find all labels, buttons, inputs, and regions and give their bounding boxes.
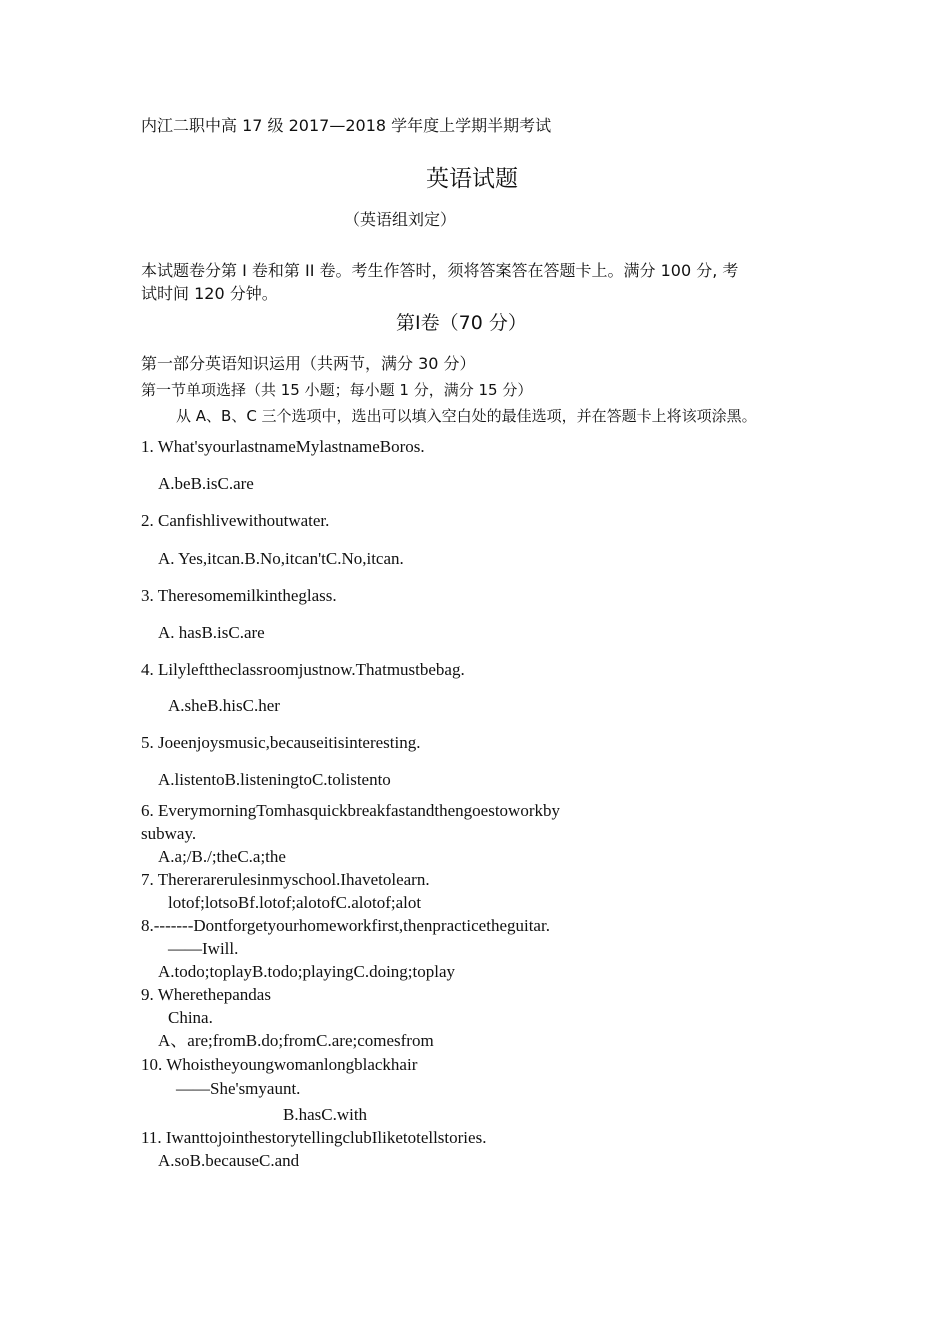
question-6-continued: subway.	[141, 824, 197, 843]
question-8: 8.-------Dontforgetyourhomeworkfirst,thenpracticetheguitar.	[141, 916, 550, 935]
options-9: A、are;fromB.do;fromC.are;comesfrom	[158, 1031, 434, 1050]
question-5: 5. Joeenjoysmusic,becauseitisinteresting.	[141, 733, 421, 752]
instructions-line-2: 试时间 120 分钟。	[141, 284, 278, 303]
section1-directions: 从 A、B、C 三个选项中，选出可以填入空白处的最佳选项，并在答题卡上将该项涂黑。	[176, 407, 757, 425]
question-8-continued: ——Iwill.	[168, 939, 239, 958]
question-3: 3. Theresomemilkintheglass.	[141, 586, 337, 605]
options-6: A.a;/B./;theC.a;the	[158, 847, 286, 866]
options-10: B.hasC.with	[283, 1105, 368, 1124]
exam-header-line: 内江二职中高 17 级 2017—2018 学年度上学期半期考试	[141, 116, 552, 135]
question-2: 2. Canfishlivewithoutwater.	[141, 511, 330, 530]
question-6: 6. EverymorningTomhasquickbreakfastandthengoestoworkby	[141, 801, 560, 820]
question-11: 11. IwanttojointhestorytellingclubIliketotellstories.	[141, 1128, 487, 1147]
question-9: 9. Wherethepandas	[141, 985, 271, 1004]
question-4: 4. Lilylefttheclassroomjustnow.Thatmustbebag.	[141, 660, 465, 679]
options-11: A.soB.becauseC.and	[158, 1151, 300, 1170]
part1-heading: 第一部分英语知识运用（共两节，满分 30 分）	[141, 354, 476, 373]
exam-author: （英语组刘定）	[344, 210, 457, 229]
options-8: A.todo;toplayB.todo;playingC.doing;toplay	[158, 962, 456, 981]
question-1: 1. What'syourlastnameMylastnameBoros.	[141, 437, 425, 456]
options-3: A. hasB.isC.are	[158, 623, 265, 642]
instructions-line-1: 本试题卷分第 I 卷和第 II 卷。考生作答时，须将答案答在答题卡上。满分 100 分, 考	[141, 261, 739, 280]
question-7: 7. Thererarerulesinmyschool.Ihavetolearn.	[141, 870, 430, 889]
options-5: A.listentoB.listeningtoC.tolistento	[158, 770, 391, 789]
section1-heading: 第一节单项选择（共 15 小题；每小题 1 分，满分 15 分）	[141, 381, 533, 399]
exam-title: 英语试题	[426, 166, 518, 192]
question-10: 10. Whoistheyoungwomanlongblackhair	[141, 1055, 418, 1074]
options-7: lotof;lotsoBf.lotof;alotofC.alotof;alot	[168, 893, 422, 912]
options-2: A. Yes,itcan.B.No,itcan'tC.No,itcan.	[158, 549, 404, 568]
volume-title: 第Ⅰ卷（70 分）	[396, 312, 527, 334]
question-10-continued: ——She'smyaunt.	[176, 1079, 301, 1098]
options-4: A.sheB.hisC.her	[168, 696, 280, 715]
question-9-continued: China.	[168, 1008, 213, 1027]
options-1: A.beB.isC.are	[158, 474, 254, 493]
